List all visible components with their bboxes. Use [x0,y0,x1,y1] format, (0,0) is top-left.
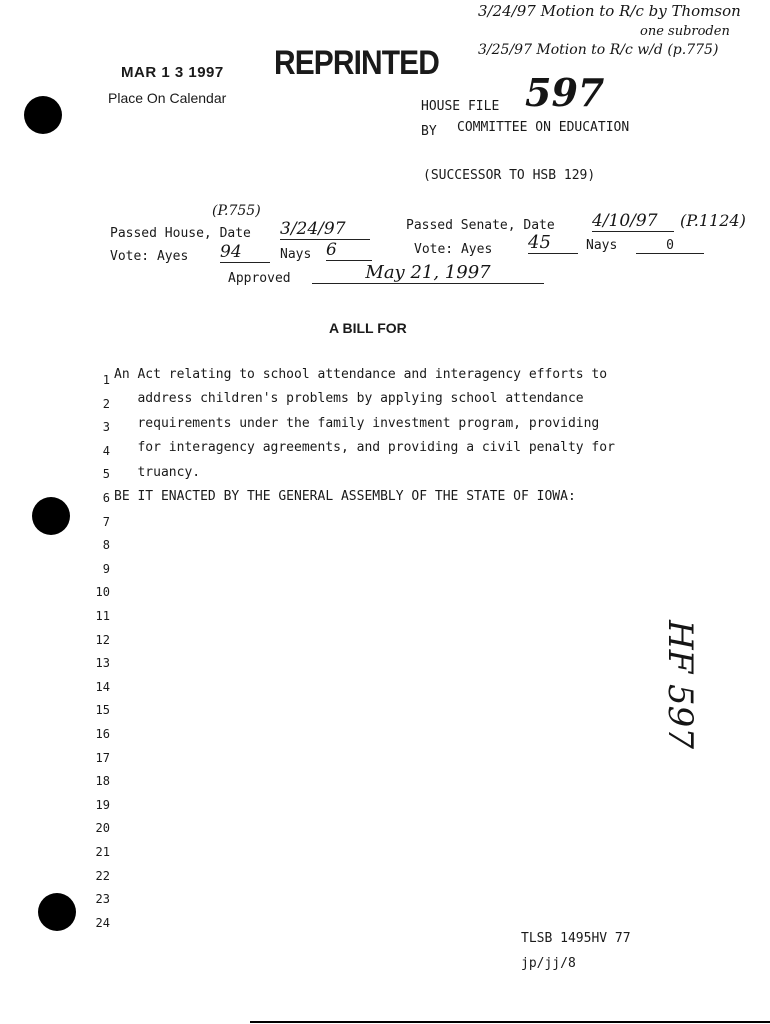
bill-line-text: requirements under the family investment program, providing [114,415,600,431]
line-number: 22 [95,868,110,883]
bill-line-text: address children's problems by applying school attendance [114,391,584,407]
line-number: 23 [95,892,110,907]
bottom-edge-line [250,1021,770,1023]
line-number: 2 [102,396,110,411]
house-ayes: 94 [220,242,270,263]
passed-senate-date: 4/10/97 [592,211,674,232]
bill-line-text: for interagency agreements, and providing a civil penalty for [114,440,615,456]
footer-code: TLSB 1495HV 77 [521,931,631,946]
house-file-label: HOUSE FILE [421,99,500,114]
line-number: 1 [102,373,110,387]
senate-nays-label: Nays [586,238,618,253]
house-nays-label: Nays [280,247,312,262]
footer-initials: jp/jj/8 [521,956,576,971]
line-number: 19 [95,797,110,812]
passed-senate-label: Passed Senate, Date [406,218,555,233]
line-number: 18 [95,774,110,789]
punch-hole-top [24,96,62,134]
punch-hole-middle [32,497,70,535]
senate-nays: 0 [636,238,704,254]
line-number: 15 [95,703,110,718]
handwritten-note-line2: one subroden [640,24,730,39]
passed-house-label: Passed House, Date [110,226,251,241]
line-number: 13 [95,656,110,671]
line-number: 20 [95,821,110,836]
bill-line-text: truancy. [114,464,201,480]
punch-hole-bottom [38,893,76,931]
line-number: 12 [95,632,110,647]
house-file-number: 597 [525,70,605,115]
line-number: 4 [102,443,110,458]
line-number: 7 [102,514,110,529]
successor-note: (SUCCESSOR TO HSB 129) [423,168,596,183]
handwritten-note-line3: 3/25/97 Motion to R/c w/d (p.775) [478,42,719,58]
line-number: 10 [95,585,110,600]
line-number: 16 [95,727,110,741]
by-label: BY [421,124,437,139]
approved-label: Approved [228,271,291,286]
bill-line-text: BE IT ENACTED BY THE GENERAL ASSEMBLY OF THE STATE OF IOWA: [114,489,576,504]
bill-line-text: An Act relating to school attendance and interagency efforts to [114,367,608,382]
line-number: 6 [102,491,110,505]
line-number: 8 [102,538,110,553]
line-number: 9 [102,561,110,576]
line-number: 11 [95,609,110,623]
line-number: 14 [95,679,110,694]
house-nays: 6 [326,240,372,261]
line-number: 5 [102,467,110,482]
stamp-date: MAR 1 3 1997 [121,64,224,81]
margin-note-hf: HF 597 [660,620,700,749]
senate-ayes: 45 [528,232,578,254]
line-number: 24 [95,915,110,930]
bill-heading: A BILL FOR [329,320,407,336]
line-number: 17 [95,750,110,765]
house-journal-page: (P.755) [212,203,261,219]
handwritten-note-line1: 3/24/97 Motion to R/c by Thomson [478,2,741,20]
house-vote-label: Vote: Ayes [110,249,189,264]
line-number: 21 [95,845,110,859]
senate-journal-page: (P.1124) [680,211,746,230]
approved-date: May 21, 1997 [312,262,544,284]
stamp-place-on-calendar: Place On Calendar [108,90,227,106]
passed-house-date: 3/24/97 [280,219,370,240]
senate-vote-label: Vote: Ayes [414,242,493,257]
line-number: 3 [102,420,110,435]
committee-name: COMMITTEE ON EDUCATION [457,120,630,135]
stamp-reprinted: REPRINTED [274,44,439,82]
